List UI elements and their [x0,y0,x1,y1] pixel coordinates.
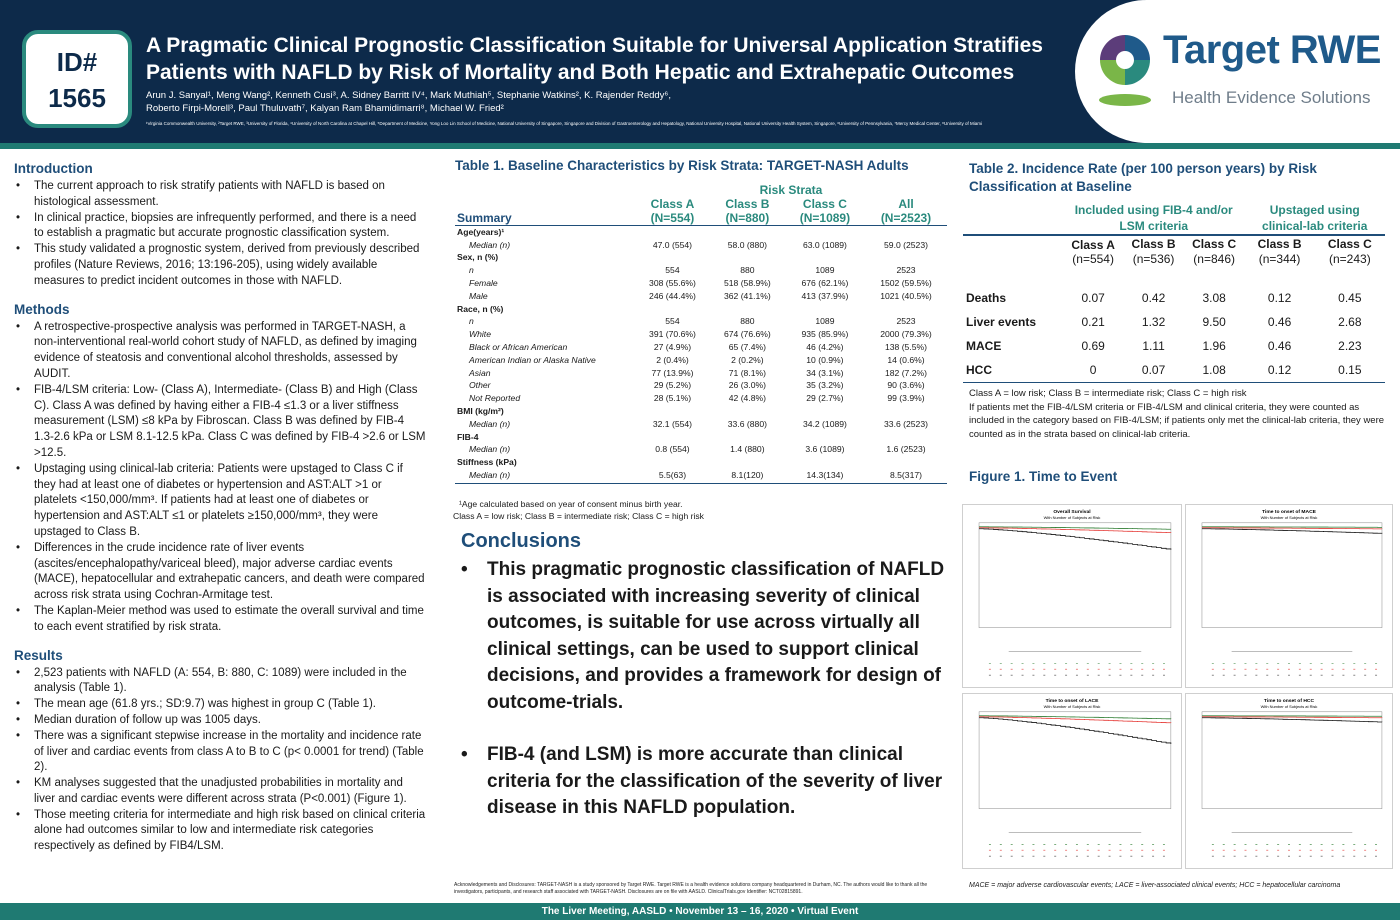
row-label: Deaths [966,291,1007,305]
row-label: Liver events [966,315,1037,329]
authors-line-1: Arun J. Sanyal¹, Meng Wang², Kenneth Cusi³, A. Sidney Barritt IV⁴, Mark Muthiah⁵, Stephanie Watkins², K. Rajender Reddy⁶, [146,90,671,101]
row-label: Median (n) [469,418,511,429]
table1-footnote-2: Class A = low risk; Class B = intermediate risk; Class C = high risk [453,511,704,522]
table-cell: 34.2 (1089) [802,418,847,429]
table2-notes [969,387,1389,441]
poster-footer: The Liver Meeting, AASLD • November 13 – 16, 2020 • Virtual Event [0,903,1400,920]
table-cell [865,302,947,315]
list-item: • A retrospective-prospective analysis was performed in TARGET-NASH, a non-interventional real-world cohort study of NAFLD, as defined by imaging evidence of steatosis and conventional alcohol thresholds, assessed by AUDIT. [14,320,426,383]
table-row [455,456,947,469]
table-cell: 14.3(134) [806,470,844,481]
table-row [963,286,1385,310]
table-cell: 33.6 (880) [727,418,767,429]
table-cell: 46 (4.2%) [806,342,844,353]
row-label: Female [469,278,498,289]
table2-body [963,286,1385,382]
table-cell: 35 (3.2%) [806,380,844,391]
row-label: MACE [966,339,1002,353]
table1-footnote-1: ¹Age calculated based on year of consent minus birth year. [459,499,683,510]
table2-col-header: Class B [1257,237,1302,251]
table-cell: 413 (37.9%) [801,290,849,301]
table-cell: 65 (7.4%) [728,342,767,353]
table-cell: 90 (3.6%) [887,380,925,391]
results-list [14,666,426,856]
table-row [455,328,947,341]
table-cell: 0.07 [1081,291,1105,305]
table-row [963,310,1385,334]
right-column [966,160,1389,484]
table-row [455,379,947,392]
table-cell: 0 [1089,363,1097,377]
table-cell [865,430,947,443]
table-row [455,392,947,405]
table-cell: 63.0 (1089) [802,239,847,250]
table-cell [785,405,865,418]
table1-col-header: Class C [802,197,847,211]
methods-list [14,320,426,636]
list-item: • Those meeting criteria for intermediate and high risk based on clinical criteria alone had outcomes similar to low and intermediate risk categories respectively as defined by FIB4/LSM. [14,808,426,855]
plot-frame [1202,712,1382,809]
table-row [455,264,947,277]
km-plot-overall-survival [962,504,1182,688]
list-item: • The Kaplan-Meier method was used to estimate the overall survival and time to each event stratified by risk strata. [14,604,426,636]
table-cell: 0.15 [1338,363,1362,377]
table-cell: 9.50 [1202,315,1226,329]
table-cell: 0.12 [1267,363,1292,377]
list-item: • The mean age (61.8 yrs.; SD:9.7) was highest in group C (Table 1). [14,697,426,713]
table-cell: 99 (3.9%) [887,393,925,404]
table-cell: 5.5(63) [658,470,687,481]
table2-col-header: Class A [1071,238,1115,252]
table-cell: 29 (2.7%) [806,393,844,404]
table-cell: 138 (5.5%) [884,342,928,353]
affiliations: ¹Virginia Commonwealth University, ²Target RWE, ³University of Florida, ⁴University of North Carolina at Chapel Hill, ⁵Department of Medicine, Yong Loo Lin School of Medicine, National University of Singapore, Singapore and Division of Gastroenterology and Hepatology, National University Hospital, National University Health System, Singapore, ⁶University of Pennsylvania, ⁷Mercy Medical Center, ⁸University of Miami [146,121,982,126]
row-label: BMI (kg/m²) [457,406,504,417]
table-cell [710,251,785,264]
table-cell: 1.11 [1142,339,1165,353]
id-number: 1565 [48,83,106,113]
table-cell [865,456,947,469]
list-item: • 2,523 patients with NAFLD (A: 554, B: 880, C: 1089) were included in the analysis (Table 1). [14,666,426,698]
table2-rule [963,382,1385,383]
table-cell: 391 (70.6%) [649,329,696,340]
table-cell: 59.0 (2523) [884,239,928,250]
table2-col-header: Class C [1327,237,1372,251]
methods-heading: Methods [14,301,70,317]
table-cell: 8.5(317) [889,470,922,481]
plot-frame [979,523,1171,628]
table-cell: 29 (5.2%) [653,380,692,391]
table2-group-fib4: Included using FIB-4 and/or LSM criteria [1074,203,1233,233]
table-row [455,353,947,366]
results-heading: Results [14,647,63,663]
list-item: • KM analyses suggested that the unadjusted probabilities in mortality and liver and cardiac events were different across strata (P<0.001) (Figure 1). [14,776,426,808]
table-cell: 0.42 [1141,291,1166,305]
row-label: Male [469,290,488,301]
list-item: • Upstaging using clinical-lab criteria: Patients were upstaged to Class C if they had at least one of diabetes or hypertension and AST:ALT >1 or platelets <150,000/mm³. If patients had at least one of diabetes or hypertension and AST:ALT ≤1 or platelets ≥150,000/mm³, they were upstaged to Class B. [14,462,426,541]
table-cell: 2 (0.2%) [731,354,764,365]
row-label: Black or African American [469,342,568,353]
table-cell: 880 [740,316,755,327]
table-cell: 1.6 (2523) [886,444,926,455]
table1 [455,183,947,481]
authors [146,89,1046,115]
table1-col-n: (N=554) [650,211,695,225]
table-cell: 0.07 [1141,363,1166,377]
row-label: White [469,329,491,340]
table-row [455,289,947,302]
row-label: Not Reported [469,393,521,404]
plot-subtitle: With Number of Subjects at Risk [1260,514,1318,520]
middle-column [455,158,947,822]
row-label: FIB-4 [457,431,479,442]
table2-note-2: If patients met the FIB-4/LSM criteria or FIB-4/LSM and clinical criteria, they were counted as included in the category based on FIB-4/LSM; if patients only met the clinical-lab criteria, they were counted as in the strata based on clinical-lab criteria. [969,401,1385,440]
table-cell: 0.46 [1267,339,1292,353]
table-cell [785,430,865,443]
row-label: n [469,265,474,276]
table-cell: 308 (55.6%) [649,278,696,289]
table-cell [785,226,865,239]
table-row [963,358,1385,382]
row-label: Median (n) [469,444,511,455]
row-label: Race, n (%) [457,303,504,314]
plot-frame [979,712,1171,809]
table-cell: 1089 [815,316,835,327]
table-cell: 0.46 [1267,315,1292,329]
km-curve [1202,527,1382,528]
table-row [455,430,947,443]
plot-subtitle: With Number of Subjects at Risk [1260,703,1318,709]
figure1-footnote: MACE = major adverse cardiovascular events; LACE = liver-associated clinical events; HCC = hepatocellular carcinoma [969,882,1341,889]
table-cell: 1.32 [1141,315,1166,329]
logo-title: Target RWE [1163,28,1381,72]
table-cell: 1.08 [1202,363,1226,377]
poster-title: A Pragmatic Clinical Prognostic Classification Suitable for Universal Application Stratifies Patients with NAFLD by Risk of Mortality and Both Hepatic and Extrahepatic Outcomes [146,34,1043,84]
table-cell [710,302,785,315]
table-cell [785,251,865,264]
table2-col-n: (n=344) [1258,252,1301,266]
row-label: American Indian or Alaska Native [469,354,596,365]
table-cell: 2000 (79.3%) [880,329,932,340]
table2 [963,202,1385,382]
table-cell [635,430,710,443]
table-cell: 27 (4.9%) [653,342,692,353]
km-curve [1202,529,1382,534]
table-cell: 518 (58.9%) [723,278,771,289]
list-item: • This study validated a prognostic system, derived from previously described profiles (Nature Reviews, 2016; 13:196-205), using widely available measures to predict incident outcomes in those with NAFLD. [14,242,426,289]
logo-subtitle: Health Evidence Solutions [1172,88,1371,107]
poster-id-badge [22,30,132,128]
table-cell: 0.69 [1081,339,1105,353]
table-cell: 182 (7.2%) [884,367,928,378]
table-cell: 14 (0.6%) [887,354,925,365]
table-row [455,405,947,418]
table-cell: 71 (8.1%) [728,367,767,378]
table-cell: 554 [665,316,680,327]
table1-col-n: (N=2523) [880,211,932,225]
list-item: • This pragmatic prognostic classification of NAFLD is associated with increasing severity of clinical outcomes, is suitable for use across virtually all clinical settings, can be used to support clinical decisions, and provides a framework for design of outcome-trials. [461,557,945,716]
table1-col-header: Class A [650,197,695,211]
table-cell: 2523 [896,265,916,276]
figure1-title: Figure 1. Time to Event [969,469,1118,484]
row-label: Median (n) [469,470,511,481]
table-cell: 2.68 [1338,315,1362,329]
table-cell: 10 (0.9%) [806,354,844,365]
table-cell: 1.96 [1202,339,1226,353]
km-plot-hcc [1185,693,1393,869]
table-cell: 33.6 (2523) [884,418,928,429]
table-cell [635,456,710,469]
table-cell: 554 [665,265,680,276]
table-row [455,277,947,290]
table-cell: 0.21 [1081,315,1105,329]
table-cell [710,405,785,418]
list-item: • The current approach to risk stratify patients with NAFLD is based on histological assessment. [14,179,426,211]
conclusions-heading: Conclusions [461,530,582,553]
table-cell: 32.1 (554) [652,418,693,429]
id-label: ID# [56,47,98,77]
table-cell: 58.0 (880) [727,239,767,250]
table1-col-header: All [898,197,914,211]
table-row [455,469,947,482]
km-plot-mace [1185,504,1393,688]
table-cell [785,456,865,469]
left-column [14,161,426,855]
table-row [455,417,947,430]
list-item: • FIB-4 (and LSM) is more accurate than clinical criteria for the classification of the severity of liver disease in this NAFLD population. [461,742,945,822]
table-cell: 0.45 [1338,291,1362,305]
table-cell: 2 (0.4%) [656,354,689,365]
plot-title: Time to onset of MACE [1262,509,1316,515]
table-cell: 47.0 (554) [652,239,693,250]
table-row [455,226,947,239]
table2-col-n: (n=554) [1072,252,1114,266]
table-cell [785,302,865,315]
introduction-list [14,179,426,290]
table-row [455,366,947,379]
table-cell [865,226,947,239]
list-item: • Median duration of follow up was 1005 days. [14,713,426,729]
table-cell [710,226,785,239]
table-cell: 674 (76.6%) [723,329,771,340]
km-plot-lace [962,693,1182,869]
list-item: • In clinical practice, biopsies are infrequently performed, and there is a need to establish a pragmatic but accurate prognostic classification system. [14,211,426,243]
table-cell [635,405,710,418]
table-cell [865,405,947,418]
table-cell: 246 (44.4%) [649,290,696,301]
row-label: Stiffness (kPa) [457,457,517,468]
table-cell: 880 [740,265,755,276]
table-cell: 28 (5.1%) [653,393,692,404]
introduction-heading: Introduction [14,161,93,176]
row-label: Median (n) [469,239,511,250]
table2-col-n: (n=536) [1132,252,1175,266]
table-row [455,238,947,251]
table2-group-upstaged: Upstaged using clinical-lab criteria [1262,203,1368,233]
table-cell: 42 (4.8%) [728,393,767,404]
table2-col-n: (n=243) [1329,252,1371,266]
table-row [455,302,947,315]
table-cell: 3.08 [1202,291,1226,305]
table1-col-header: Class B [725,197,770,211]
target-rwe-logo-icon [1090,25,1160,115]
table-cell: 0.8 (554) [655,444,690,455]
table1-col-n: (N=1089) [799,211,851,225]
row-label: HCC [966,363,992,377]
table-cell: 8.1(120) [731,470,764,481]
table-cell [865,251,947,264]
row-label: n [469,316,474,327]
km-curve [1202,718,1382,722]
plot-subtitle: With Number of Subjects at Risk [1043,703,1101,709]
row-label: Asian [469,367,491,378]
table-cell: 1021 (40.5%) [880,290,932,301]
table-row [455,443,947,456]
list-item: • There was a significant stepwise increase in the mortality and incidence rate of liver and cardiac events from class A to B to C (p< 0.0001 for trend) (Table 2). [14,729,426,776]
header-divider [0,143,1400,149]
summary-header: Summary [457,211,512,225]
table-cell [710,430,785,443]
table-cell: 935 (85.9%) [801,329,849,340]
table2-col-n: (n=846) [1193,252,1235,266]
table2-title: Table 2. Incidence Rate (per 100 person years) by Risk Classification at Baseline [969,161,1317,194]
table2-col-header: Class B [1131,237,1176,251]
table-row [455,315,947,328]
table-cell [710,456,785,469]
authors-line-2: Roberto Firpi-Morell³, Paul Thuluvath⁷, Kalyan Ram Bhamidimarri⁸, Michael W. Fried² [146,103,504,114]
plot-frame [1202,523,1382,628]
plot-title: Time to onset of HCC [1263,698,1315,704]
table-cell [635,302,710,315]
table-cell: 3.6 (1089) [805,444,845,455]
list-item: • FIB-4/LSM criteria: Low- (Class A), Intermediate- (Class B) and High (Class C). Class A was defined by having either a FIB-4 ≤1.3 or a liver stiffness measurement (LSM) ≤8 kPa by Fibroscan. Class B was defined by FIB-4 1.3-2.6 kPa or LSM 8.1-12.5 kPa. Class C was defined by FIB-4 >2.6 or LSM >12.5. [14,383,426,462]
table-cell: 26 (3.0%) [728,380,767,391]
table-cell: 1.4 (880) [730,444,765,455]
table-cell: 1502 (59.5%) [880,278,932,289]
table-row [455,341,947,354]
table-row [455,251,947,264]
table-cell [635,226,710,239]
table-cell: 0.12 [1267,291,1292,305]
conclusions-list [461,557,945,822]
row-label: Other [469,380,491,391]
risk-strata-header: Risk Strata [759,183,823,197]
table1-rule [455,483,947,484]
acknowledgements: Acknowledgements and Disclosures: TARGET-NASH is a study sponsored by Target RWE. Target RWE is a health evidence solutions company headquartered in Durham, NC. The authors would like to thank all the investigators, participants, and research staff associated with TARGET-NASH. Disclosures are on file with AASLD. ClinicalTrials.gov Identifier: NCT02815891. [454,882,928,895]
table-cell: 2.23 [1338,339,1362,353]
table2-note-1: Class A = low risk; Class B = intermediate risk; Class C = high risk [969,388,1247,399]
table-cell: 362 (41.1%) [723,290,771,301]
table-cell [635,251,710,264]
plot-subtitle: With Number of Subjects at Risk [1043,514,1101,520]
row-label: Age(years)¹ [457,227,505,238]
table2-col-header: Class C [1192,237,1237,251]
table-cell: 676 (62.1%) [801,278,849,289]
table1-title: Table 1. Baseline Characteristics by Risk Strata: TARGET-NASH Adults [455,158,909,173]
table1-body [455,226,947,482]
row-label: Sex, n (%) [457,252,499,263]
table-cell: 77 (13.9%) [651,367,694,378]
plot-title: Time to onset of LACE [1045,698,1099,704]
list-item: • Differences in the crude incidence rate of liver events (ascites/encephalopathy/variceal bleed), major adverse cardiac events (MACE), hepatocellular and extrahepatic cancers, and death were compared across risk strata using Cochran-Armitage test. [14,541,426,604]
plot-title: Overall Survival [1053,509,1091,515]
table-cell: 1089 [815,265,835,276]
table1-col-n: (N=880) [725,211,770,225]
table-row [963,334,1385,358]
table-cell: 2523 [896,316,916,327]
table-cell: 34 (3.1%) [806,367,844,378]
